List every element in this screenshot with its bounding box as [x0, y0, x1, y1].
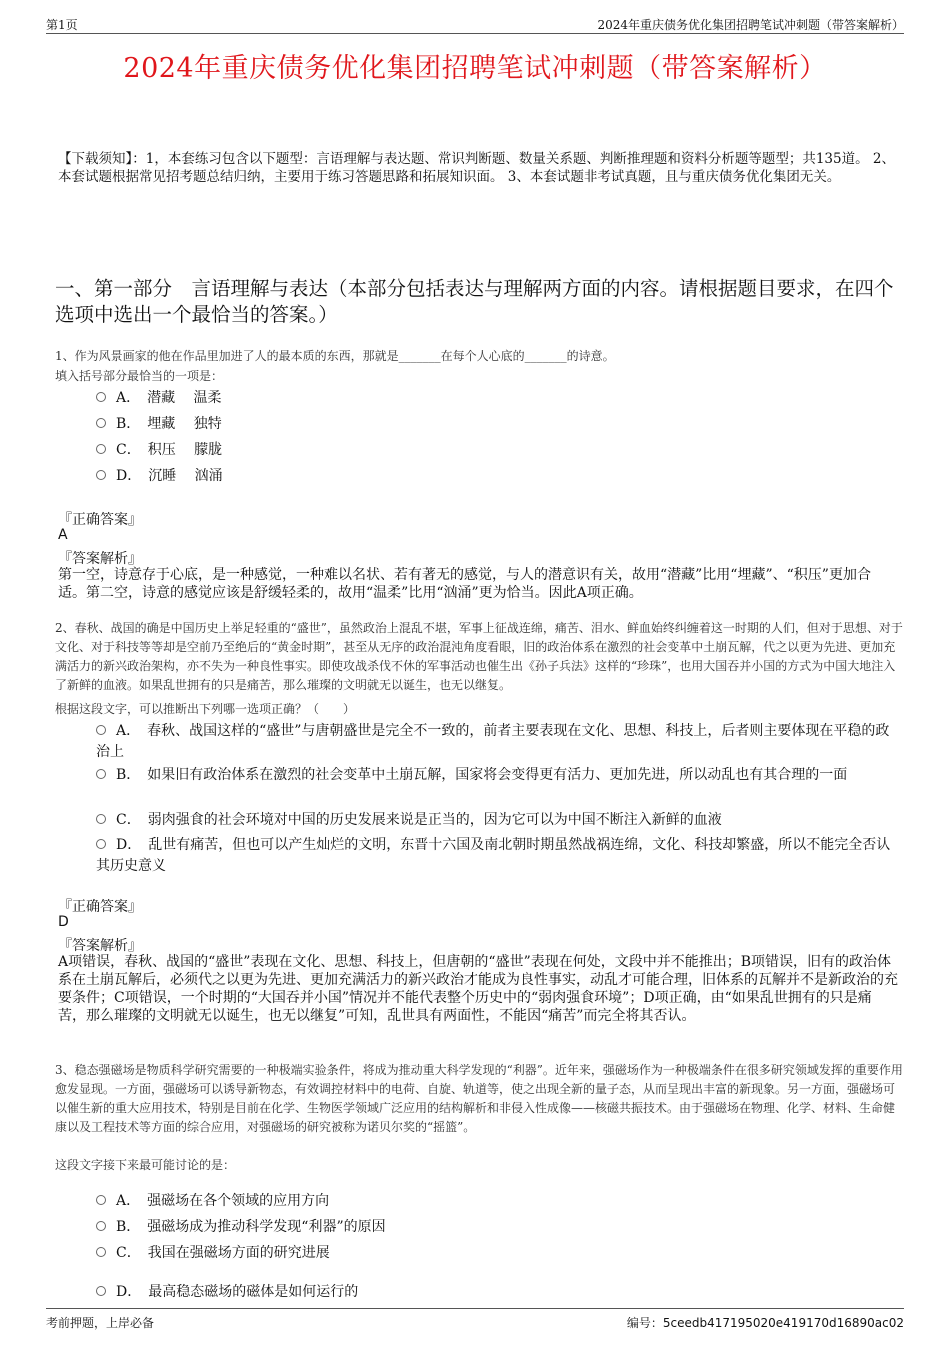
document-title: 2024年重庆债务优化集团招聘笔试冲刺题（带答案解析） [123, 53, 827, 84]
q3-option-d[interactable]: D． 最高稳态磁场的磁体是如何运行的 [96, 1282, 896, 1303]
q1-option-c[interactable]: C． 积压 朦胧 [96, 440, 896, 461]
question-3-prompt: 这段文字接下来最可能讨论的是： [55, 1158, 236, 1172]
download-notice: 【下载须知】：1，本套练习包含以下题型：言语理解与表达题、常识判断题、数量关系题、判断推理题和资料分析题等题型；共135道。 2、本套试题根据常见招考题总结归纳，主要用于练习答题思路和拓展知识面。 3、本套试题非考试真题，且与重庆债务优化集团无关。 [58, 151, 895, 185]
footer-rule [46, 1308, 904, 1309]
radio-icon[interactable] [96, 444, 106, 454]
q1-explanation: 第一空，诗意存于心底，是一种感觉，一种难以名状、若有著无的感觉，与人的潜意识有关，故用“潜藏”比用“埋藏”、“积压”更加合适。第二空，诗意的感觉应该是舒缓轻柔的，故用“温柔”比用“汹涌”更为恰当。因此A项正确。 [58, 567, 871, 601]
q1-option-a[interactable]: A． 潜藏 温柔 [96, 388, 896, 409]
radio-icon[interactable] [96, 725, 106, 735]
radio-icon[interactable] [96, 470, 106, 480]
radio-icon[interactable] [96, 418, 106, 428]
page-number: 第1页 [46, 18, 78, 32]
q2-answer-label: 『正确答案』 [58, 899, 142, 915]
q1-option-b[interactable]: B． 埋藏 独特 [96, 414, 896, 435]
q1-explain-label: 『答案解析』 [58, 551, 142, 567]
q2-explain-label: 『答案解析』 [58, 938, 142, 954]
q2-option-d[interactable]: D． 乱世有痛苦，但也可以产生灿烂的文明，东晋十六国及南北朝时期虽然战祸连绵，文化、科技却繁盛，所以不能完全否认其历史意义 [96, 837, 891, 874]
radio-icon[interactable] [96, 1195, 106, 1205]
header-rule [46, 33, 904, 34]
q1-option-d[interactable]: D． 沉睡 汹涌 [96, 466, 896, 487]
q3-option-b[interactable]: B． 强磁场成为推动科学发现“利器”的原因 [96, 1217, 896, 1238]
section-heading: 一、第一部分 言语理解与表达（本部分包括表达与理解两方面的内容。请根据题目要求，在四个选项中选出一个最恰当的答案。） [55, 277, 894, 326]
question-2-prompt: 根据这段文字，可以推断出下列哪一选项正确？（ ） [55, 702, 356, 716]
radio-icon[interactable] [96, 1221, 106, 1231]
question-1-stem: 1、作为风景画家的他在作品里加进了人的最本质的东西，那就是_______在每个人心底的_______的诗意。 [55, 349, 615, 363]
question-2-stem: 2、春秋、战国的确是中国历史上举足轻重的“盛世”，虽然政治上混乱不堪，军事上征战连绵，痛苦、泪水、鲜血始终纠缠着这一时期的人们，但对于思想、对于文化、对于科技等等却是空前乃至绝后的“黄金时期”，甚至从无序的政治混沌角度看眼，旧的政治体系在激烈的社会变革中土崩瓦解，代之以更为先进、更加充满活力的新兴政治架构，亦不失为一种良性事实。即使攻战杀伐不休的军事活动也催生出《孙子兵法》这样的“珍珠”，也用大国吞并小国的方式为中国大地注入了新鲜的血液。如果乱世拥有的只是痛苦，那么璀璨的文明就无以诞生，也无以继复。 [55, 621, 903, 692]
q2-explanation: A项错误，春秋、战国的“盛世”表现在文化、思想、科技上，但唐朝的“盛世”表现在何处，文段中并不能推出；B项错误，旧有的政治体系在土崩瓦解后，必须代之以更为先进、更加充满活力的新兴政治才能成为良性事实，动乱才可能合理，旧体系的瓦解并不是新政治的充要条件；C项错误，一个时期的“大国吞并小国”情况并不能代表整个历史中的“弱肉强食环境”；D项正确，由“如果乱世拥有的只是痛苦，那么璀璨的文明就无以诞生，也无以继复”可知，乱世具有两面性，不能因“痛苦”而完全将其否认。 [58, 954, 898, 1024]
q1-answer-label: 『正确答案』 [58, 512, 142, 528]
running-title: 2024年重庆债务优化集团招聘笔试冲刺题（带答案解析） [597, 18, 904, 32]
q2-option-a[interactable]: A． 春秋、战国这样的“盛世”与唐朝盛世是完全不一致的，前者主要表现在文化、思想、科技上，后者则主要体现在平稳的政治上 [96, 723, 890, 760]
radio-icon[interactable] [96, 814, 106, 824]
q2-answer: D [58, 914, 69, 930]
radio-icon[interactable] [96, 392, 106, 402]
q1-answer: A [58, 527, 68, 543]
q2-option-c[interactable]: C． 弱肉强食的社会环境对中国的历史发展来说是正当的，因为它可以为中国不断注入新鲜的血液 [96, 810, 896, 831]
radio-icon[interactable] [96, 839, 106, 849]
document-id: 编号：5ceedb417195020e419170d16890ac02 [626, 1316, 904, 1330]
q2-option-b[interactable]: B． 如果旧有政治体系在激烈的社会变革中土崩瓦解，国家将会变得更有活力、更加先进，所以动乱也有其合理的一面 [96, 765, 896, 786]
q3-option-a[interactable]: A． 强磁场在各个领域的应用方向 [96, 1191, 896, 1212]
footer-slogan: 考前押题，上岸必备 [46, 1316, 155, 1330]
radio-icon[interactable] [96, 1286, 106, 1296]
radio-icon[interactable] [96, 769, 106, 779]
question-1-prompt: 填入括号部分最恰当的一项是： [55, 369, 224, 383]
question-3-stem: 3、稳态强磁场是物质科学研究需要的一种极端实验条件，将成为推动重大科学发现的“利器”。近年来，强磁场作为一种极端条件在很多研究领域发挥的重要作用愈发显现。一方面，强磁场可以诱导新物态，有效调控材料中的电荷、自旋、轨道等，使之出现全新的量子态，从而呈现出丰富的新现象。另一方面，强磁场可以催生新的重大应用技术，特别是目前在化学、生物医学领域广泛应用的结构解析和非侵入性成像——核磁共振技术。由于强磁场在物理、化学、材料、生命健康以及工程技术等方面的综合应用，对强磁场的研究被称为诺贝尔奖的“摇篮”。 [55, 1063, 903, 1134]
q3-option-c[interactable]: C． 我国在强磁场方面的研究进展 [96, 1243, 896, 1264]
radio-icon[interactable] [96, 1247, 106, 1257]
